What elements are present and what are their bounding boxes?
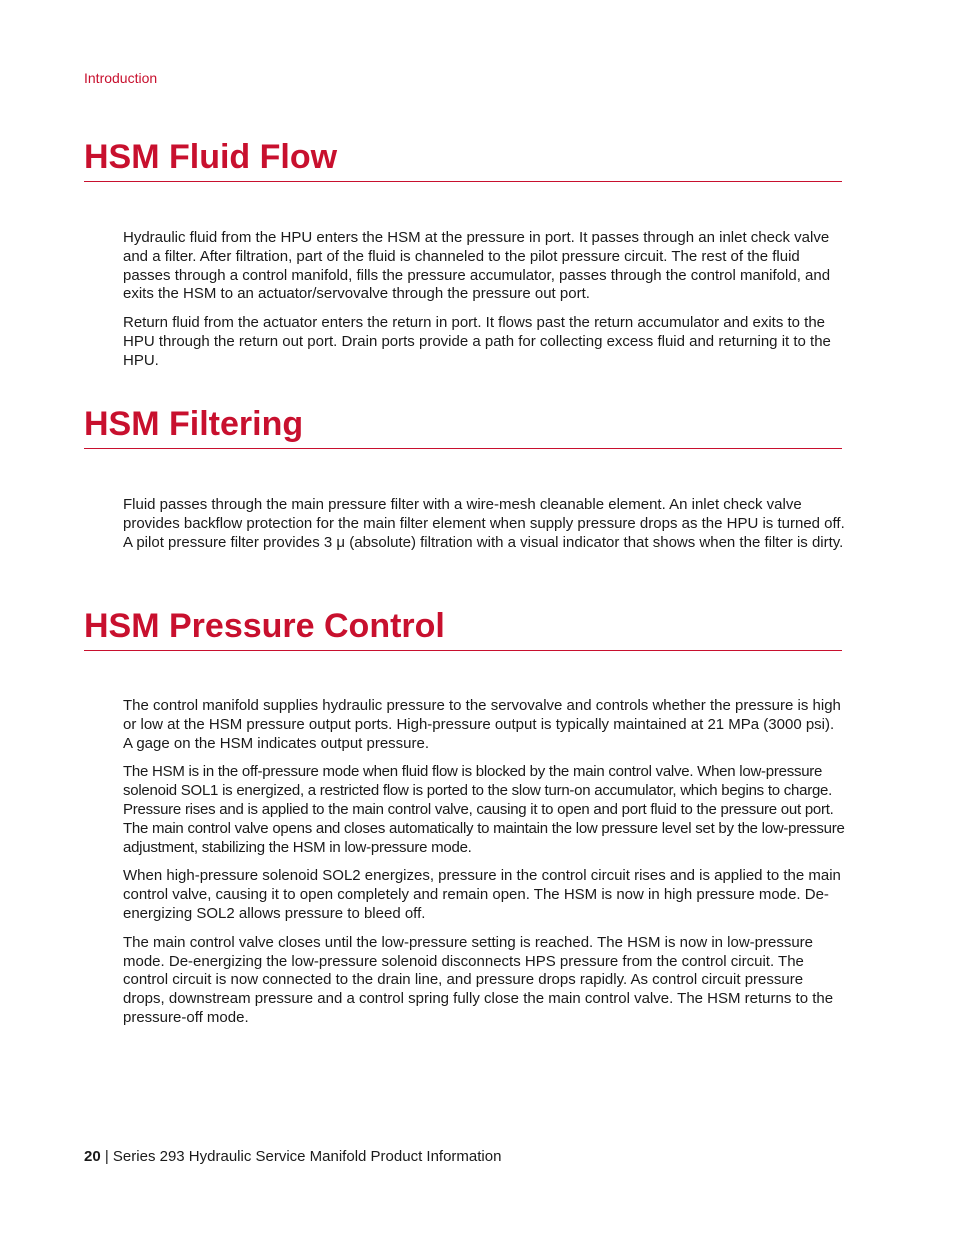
breadcrumb: Introduction [84,70,158,86]
paragraph: Return fluid from the actuator enters the return in port. It flows past the return accumulator and exits to the HPU through the return out port. Drain ports provide a path for collecting excess fluid and returning it to the HPU. [123,314,831,369]
section-title-filtering: HSM Filtering [84,404,842,449]
section-title-fluid-flow: HSM Fluid Flow [84,137,842,182]
document-title: Series 293 Hydraulic Service Manifold Product Information [112,1148,502,1165]
paragraph: When high-pressure solenoid SOL2 energizes, pressure in the control circuit rises and is applied to the main control valve, causing it to open completely and remain open. The HSM is now in high pressure mode. De-energizing SOL2 allows pressure to bleed off. [123,867,841,922]
section-body-filtering [123,496,845,562]
paragraph: The main control valve closes until the low-pressure setting is reached. The HSM is now in low-pressure mode. De-energizing the low-pressure solenoid disconnects HPS pressure from the control circuit. The control circuit is now connected to the drain line, and pressure drops rapidly. As control circuit pressure drops, downstream pressure and a control spring fully close the main control valve. The HSM returns to the pressure-off mode. [123,933,834,1026]
section-body-pressure-control [123,697,845,1038]
footer-separator: | [100,1148,113,1165]
page-number: 20 [84,1148,101,1165]
paragraph: Fluid passes through the main pressure filter with a wire-mesh cleanable element. An inlet check valve provides backflow protection for the main filter element when supply pressure drops as the HPU is turned off. A pilot pressure filter provides 3 μ (absolute) filtration with a visual indicator that shows when the filter is dirty. [123,496,845,551]
paragraph: The control manifold supplies hydraulic pressure to the servovalve and controls whether the pressure is high or low at the HSM pressure output ports. High-pressure output is typically maintained at 21 MPa (3000 psi). A gage on the HSM indicates output pressure. [123,697,841,752]
paragraph: The HSM is in the off-pressure mode when fluid flow is blocked by the main control valve. When low-pressure solenoid SOL1 is energized, a restricted flow is ported to the slow turn-on accumulator, which begins to charge. Pressure rises and is applied to the main control valve, causing it to open and port fluid to the pressure out port. The main control valve opens and closes automatically to maintain the low pressure level set by the low-pressure adjustment, stabilizing the HSM in low-pressure mode. [123,763,845,856]
section-title-pressure-control: HSM Pressure Control [84,606,842,651]
paragraph: Hydraulic fluid from the HPU enters the HSM at the pressure in port. It passes through an inlet check valve and a filter. After filtration, part of the fluid is channeled to the pilot pressure circuit. The rest of the fluid passes through a control manifold, fills the pressure accumulator, passes through the control manifold, and exits the HSM to an actuator/servovalve through the pressure out port. [123,229,831,303]
section-body-fluid-flow [123,229,845,381]
page-footer [84,1148,501,1165]
